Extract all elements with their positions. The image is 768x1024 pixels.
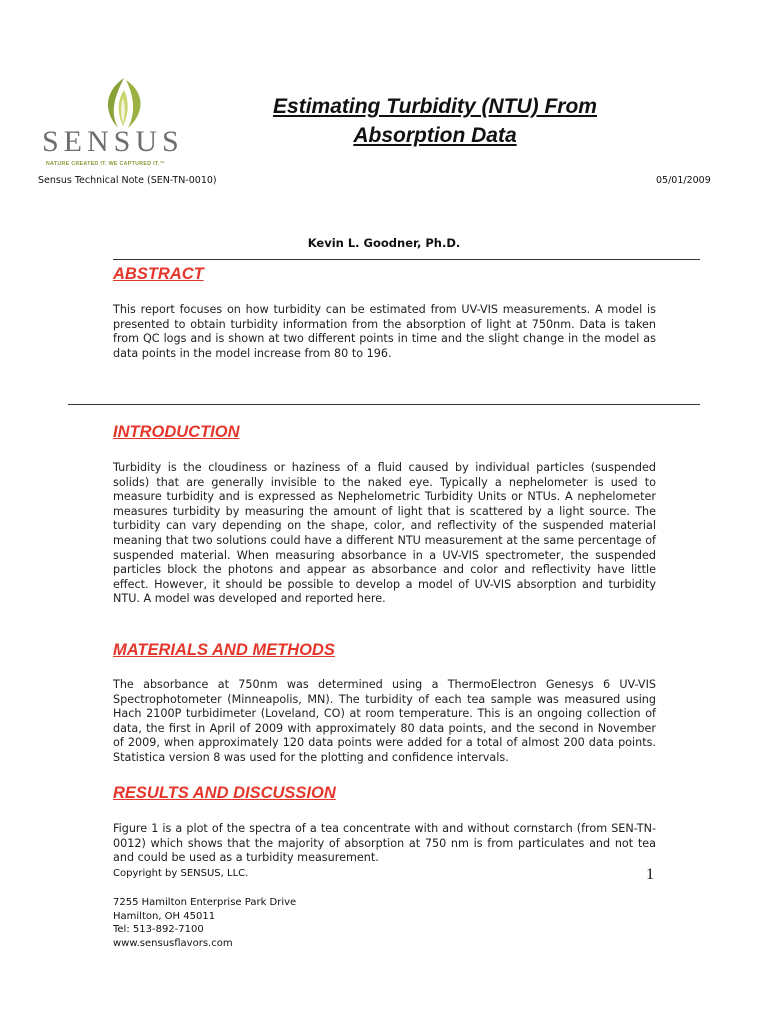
- materials-body: The absorbance at 750nm was determined using a ThermoElectron Genesys 6 UV-VIS Spectrophotometer (Minneapolis, MN). The turbidity of each tea sample was measured using Hach 2100P turbidimeter (Loveland, CO) at room temperature. This is an ongoing collection of data, the first in April of 2009 with approximately 80 data points, and the second in November of 2009, when approximately 120 data points were added for a total of almost 200 data points. Statistica version 8 was used for the plotting and confidence intervals.: [113, 678, 656, 764]
- technical-note-id: Sensus Technical Note (SEN-TN-0010): [38, 175, 217, 186]
- website-link[interactable]: www.sensusflavors.com: [113, 937, 233, 949]
- page-number: 1: [646, 866, 654, 883]
- results-heading: RESULTS AND DISCUSSION: [113, 784, 336, 802]
- materials-heading: MATERIALS AND METHODS: [113, 641, 335, 659]
- abstract-heading: ABSTRACT: [113, 265, 204, 283]
- document-date: 05/01/2009: [656, 175, 711, 186]
- divider-middle: [68, 404, 700, 405]
- leaf-icon: [96, 76, 152, 130]
- phone-number: Tel: 513-892-7100: [113, 924, 204, 935]
- sensus-logo: [34, 70, 204, 165]
- copyright-notice: Copyright by SENSUS, LLC.: [113, 868, 249, 879]
- logo-wordmark: SENSUS: [42, 125, 184, 158]
- introduction-body: Turbidity is the cloudiness or haziness of a fluid caused by individual particles (suspended solids) that are generally invisible to the naked eye. Typically a nephelometer is used to measure turbidity and is expressed as Nephelometric Turbidity Units or NTUs. A nephelometer measures turbidity by measuring the amount of light that is scattered by a light source. The turbidity can vary depending on the shape, color, and reflectivity of the suspended material meaning that two solutions could have a different NTU measurement at the same percentage of suspended material. When measuring absorbance in a UV-VIS spectrometer, the suspended particles block the photons and appear as absorbance and color and reflectivity have little effect. However, it should be possible to develop a model of UV-VIS absorption and turbidity NTU. A model was developed and reported here.: [113, 461, 656, 606]
- document-title-line-1: Estimating Turbidity (NTU) From: [273, 95, 597, 118]
- document-title: [230, 92, 640, 150]
- logo-tagline: NATURE CREATED IT. WE CAPTURED IT.™: [46, 161, 166, 167]
- author-name: Kevin L. Goodner, Ph.D.: [307, 236, 461, 250]
- divider-top: [113, 259, 700, 260]
- company-address: [113, 896, 296, 950]
- abstract-body: This report focuses on how turbidity can be estimated from UV-VIS measurements. A model is presented to obtain turbidity information from the absorption of light at 750nm. Data is taken from QC logs and is shown at two different points in time and the slight change in the model as data points in the model increase from 80 to 196.: [113, 303, 656, 360]
- address-city: Hamilton, OH 45011: [113, 910, 216, 922]
- introduction-heading: INTRODUCTION: [113, 423, 240, 441]
- results-body: Figure 1 is a plot of the spectra of a tea concentrate with and without cornstarch (from SEN-TN-0012) which shows that the majority of absorption at 750 nm is from particulates and not tea and could be used as a turbidity measurement.: [113, 822, 656, 865]
- document-title-line-2: Absorption Data: [353, 124, 517, 147]
- address-street: 7255 Hamilton Enterprise Park Drive: [113, 897, 297, 908]
